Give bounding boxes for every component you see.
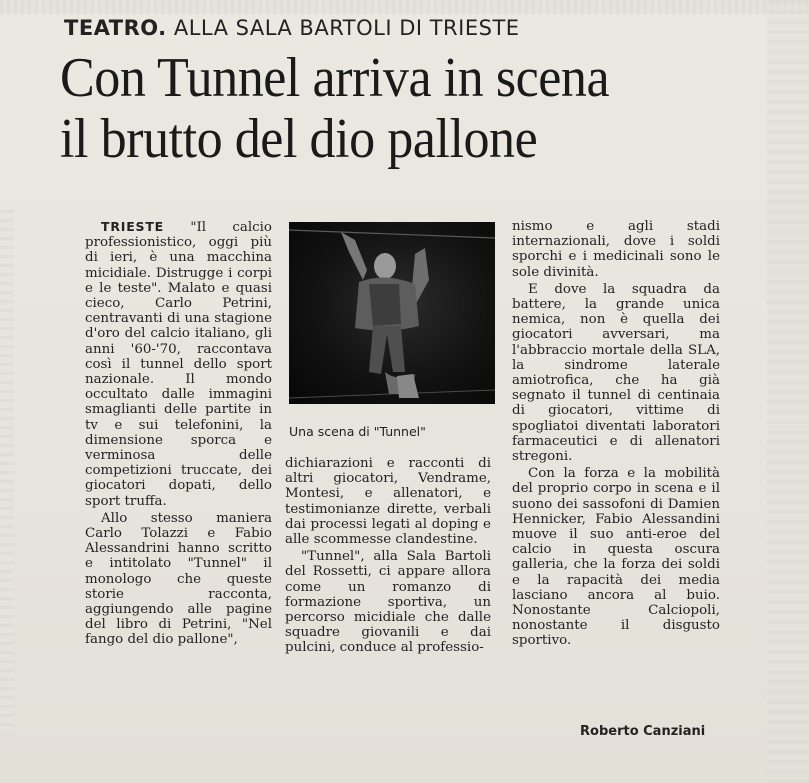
article-column-1: [85, 219, 272, 648]
paragraph-text: "Il calcio professionistico, oggi più di ieri, è una macchina micidiale. Distrugge i corpi e le teste". Malato e quasi cieco, Carlo Petrini, centravanti di una stagione d'oro del calcio italiano, gli anni '60-'70, raccontava così il tunnel dello sport nazionale. Il mondo occultato dalle immagini smaglianti delle partite in tv e sui telefonini, la dimensione sporca e verminosa delle competizioni truccate, dei giocatori dopati, dello sport truffa.: [85, 220, 272, 509]
adjacent-page-bleed-right: [767, 0, 809, 783]
photo-caption: Una scena di "Tunnel": [289, 424, 426, 439]
paragraph: E dove la squadra da battere, la grande unica nemica, non è quella dei giocatori avversari, ma l'abbraccio mortale della SLA, la sindrome laterale amiotrofica, che ha già segnato il tunnel di centinaia di giocatori, vittime di spogliatoi diventati laboratori farmaceutici e di allenatori stregoni.: [512, 281, 720, 465]
paragraph: Con la forza e la mobilità del proprio corpo in scena e il suono dei sassofoni di Damien Hennicker, Fabio Alessandini muove il suo anti-eroe del calcio in questa oscura galleria, che la forza dei soldi e la rapacità dei media lasciano ancora al buio. Nonostante Calciopoli, nonostante il disgusto sportivo.: [512, 466, 720, 649]
section-kicker: [64, 16, 520, 40]
paragraph: nismo e agli stadi internazionali, dove i soldi sporchi e i medicinali sono le sole divinità.: [512, 219, 720, 280]
actor-silhouette-image: [289, 222, 495, 404]
paragraph: "Tunnel", alla Sala Bartoli del Rossetti, ci appare allora come un romanzo di formazione sportiva, un percorso micidiale che dalle squadre giovanili e dai pulcini, conduce al professio-: [285, 549, 491, 656]
paragraph: dichiarazioni e racconti di altri giocatori, Vendrame, Montesi, e allenatori, e testimonianze dirette, verbali dai processi legati al doping e alle scommesse clandestine.: [285, 456, 491, 548]
article-column-2: [285, 456, 491, 656]
dateline: TRIESTE: [101, 219, 165, 234]
kicker-rest: ALLA SALA BARTOLI DI TRIESTE: [166, 16, 520, 40]
paragraph: Allo stesso maniera Carlo Tolazzi e Fabio Alessandrini hanno scritto e intitolato "Tunnel" il monologo che queste storie racconta, aggiungendo alle pagine del libro di Petrini, "Nel fango del dio pallone",: [85, 510, 272, 648]
kicker-bold: TEATRO.: [64, 16, 167, 40]
adjacent-page-bleed-left: [0, 210, 14, 730]
article-column-3: [512, 219, 720, 649]
adjacent-page-bleed-top: [0, 0, 809, 14]
paragraph: [85, 219, 272, 509]
headline-line-2: il brutto del dio pallone: [60, 108, 538, 170]
headline: [60, 48, 711, 170]
headline-line-1: Con Tunnel arriva in scena: [60, 47, 610, 109]
author-byline: Roberto Canziani: [580, 724, 706, 739]
stage-photo: [289, 222, 495, 404]
